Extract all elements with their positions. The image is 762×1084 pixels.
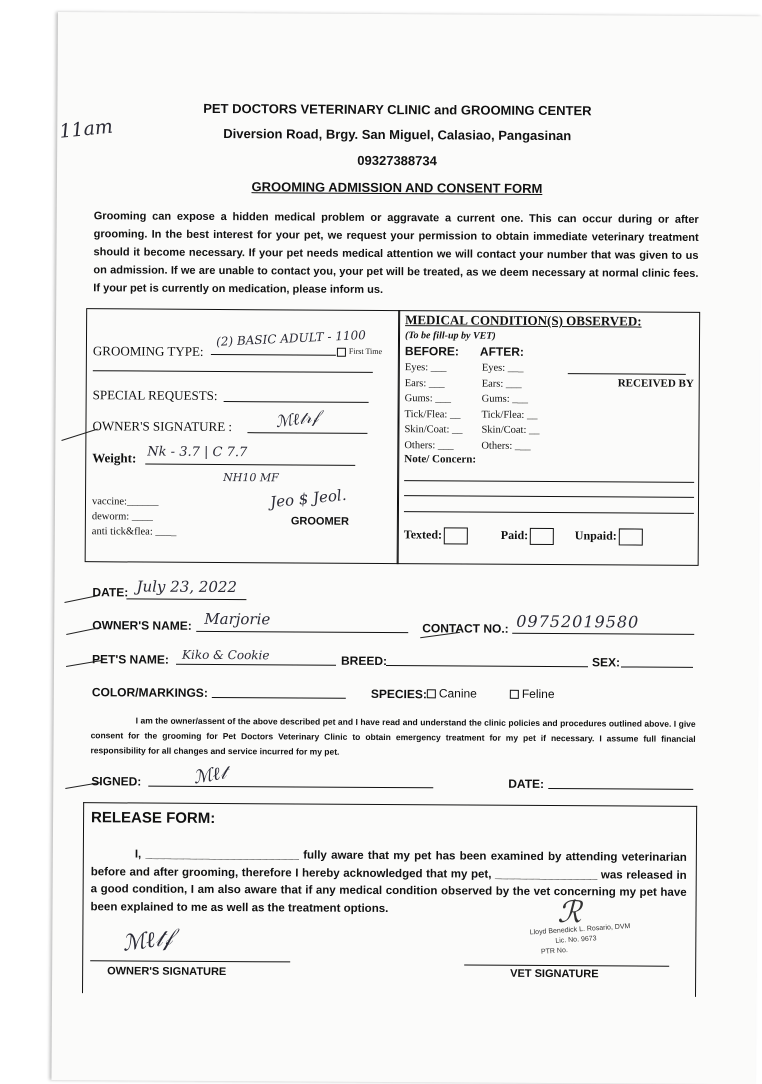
sex-label: SEX:: [591, 655, 621, 670]
before-skin-coat: Skin/Coat: __: [404, 424, 463, 436]
owner-signature-label: OWNER'S SIGNATURE :: [92, 418, 233, 435]
before-eyes: Eyes: ___: [404, 362, 447, 374]
release-form-title: RELEASE FORM:: [91, 809, 216, 827]
paid-label: Paid:: [500, 527, 529, 543]
vet-signature-scribble: ℛ: [557, 895, 582, 931]
grooming-type-value: (2) BASIC ADULT - 1100: [215, 327, 367, 349]
vet-stamp-lic: Lic. No. 9673: [555, 935, 597, 945]
texted-field[interactable]: [404, 527, 468, 544]
release-owner-signature: ℳℓ𝓉𝒻: [120, 925, 174, 957]
received-by-label: RECEIVED BY: [617, 377, 694, 390]
clinic-phone: 09327388734: [357, 152, 437, 169]
special-requests-label: SPECIAL REQUESTS:: [92, 387, 218, 403]
vet-signature-caption: VET SIGNATURE: [510, 967, 599, 981]
vet-stamp-ptr: PTR No.: [540, 947, 569, 956]
groomer-label: GROOMER: [290, 515, 349, 528]
date-value: July 23, 2022: [136, 577, 238, 597]
groomer-name: Jeo $ Jeol.: [269, 485, 348, 512]
signed-signature: ℳℓ𝓉: [191, 762, 228, 789]
after-ears: Ears: ___: [481, 378, 522, 390]
canine-label: Canine: [438, 686, 477, 701]
intro-paragraph: Grooming can expose a hidden medical problem or aggravate a current one. This can occur during or after grooming. In the best interest for your pet, we request your permission to obtain immediate veterinary treatment should it become necessary. If your pet needs medical attention we will contact your number that was given to us on admission. If we are unable to contact you, your pet will be treated, as we deem necessary at normal clinic fees. If your pet is currently on medication, please inform us.: [93, 210, 699, 296]
form-title: GROOMING ADMISSION AND CONSENT FORM: [251, 179, 543, 196]
after-tick-flea: Tick/Flea: __: [481, 409, 538, 421]
signed-date-label: DATE:: [508, 776, 545, 791]
anti-tick-label: anti tick&flea: ____: [91, 526, 177, 538]
form-sheet: [51, 12, 762, 1084]
grooming-type-label: GROOMING TYPE:: [92, 343, 204, 359]
weight-label: Weight:: [92, 450, 137, 466]
note-concern-label: Note/ Concern:: [404, 453, 477, 466]
texted-label: Texted:: [403, 527, 443, 542]
paid-field[interactable]: [501, 528, 554, 545]
contact-label: CONTACT NO.:: [422, 621, 509, 636]
release-paragraph: I, ________________________ fully aware that my pet has been examined by attending veterinarian before and after grooming, therefore I hereby acknowledged that my pet, ________________ was released in a good condition, I am also aware that if any medical condition observed by the vet concerning my pet have been explained to me as well as the treatment options.: [90, 848, 687, 915]
feline-label: Feline: [521, 686, 555, 702]
after-others: Others: ___: [481, 440, 531, 452]
clinic-address: Diversion Road, Brgy. San Miguel, Calasiao, Pangasinan: [223, 126, 572, 144]
before-list: [404, 360, 463, 453]
pet-name-value: Kiko & Cookie: [182, 647, 270, 663]
species-label: SPECIES:: [370, 686, 427, 702]
first-time-label: First Time: [348, 346, 383, 356]
before-others: Others: ___: [404, 439, 454, 451]
before-gums: Gums: ___: [404, 393, 452, 405]
after-gums: Gums: ___: [481, 393, 529, 405]
color-markings-label: COLOR/MARKINGS:: [91, 685, 208, 700]
vet-stamp-name: Lloyd Benedick L. Rosario, DVM: [529, 923, 631, 937]
after-list: [481, 361, 540, 454]
weight-note: NH10 MF: [223, 471, 279, 485]
owner-signature-scribble: ℳℓ𝓉𝓇𝒻: [274, 406, 320, 432]
before-ears: Ears: ___: [404, 377, 445, 389]
after-skin-coat: Skin/Coat: __: [481, 424, 540, 436]
pet-name-label: PET'S NAME:: [92, 652, 169, 667]
first-time-option[interactable]: [336, 347, 382, 357]
before-tick-flea: Tick/Flea: __: [404, 408, 461, 420]
unpaid-label: Unpaid:: [574, 528, 617, 543]
unpaid-checkbox[interactable]: [619, 528, 643, 545]
owner-name-value: Marjorie: [204, 609, 271, 629]
weight-value: Nk - 3.7 | C 7.7: [147, 444, 248, 461]
owner-signature-caption: OWNER'S SIGNATURE: [107, 965, 227, 979]
date-label: DATE:: [92, 585, 129, 600]
medical-condition-title: MEDICAL CONDITION(S) OBSERVED:: [405, 312, 642, 329]
before-label: BEFORE:: [404, 344, 459, 359]
medical-condition-subtitle: (To be fill-up by VET): [404, 330, 496, 342]
canine-checkbox[interactable]: [427, 690, 436, 699]
consent-paragraph: I am the owner/assent of the above described pet and I have read and understand the clinic policies and procedures outlined above. I give consent for the grooming for Pet Doctors Veterinary Clinic to obtain emergency treatment for my pet if necessary. I assume full financial responsibility for all changes and service incurred for my pet.: [90, 715, 696, 757]
breed-label: BREED:: [340, 653, 388, 669]
canine-option[interactable]: [426, 686, 477, 700]
deworm-label: deworm: ____: [91, 511, 153, 523]
feline-checkbox[interactable]: [510, 690, 519, 699]
unpaid-field[interactable]: [575, 528, 643, 545]
texted-checkbox[interactable]: [444, 527, 468, 544]
clinic-name: PET DOCTORS VETERINARY CLINIC and GROOMING CENTER: [203, 100, 592, 119]
after-label: AFTER:: [479, 344, 524, 359]
vaccine-label: vaccine:______: [91, 496, 159, 508]
feline-option[interactable]: [509, 687, 555, 701]
after-eyes: Eyes: ___: [481, 362, 524, 374]
contact-value: 09752019580: [516, 611, 640, 632]
signed-label: SIGNED:: [91, 774, 142, 789]
owner-name-label: OWNER'S NAME:: [92, 618, 192, 633]
first-time-checkbox[interactable]: [337, 347, 346, 356]
handwritten-time: 11am: [58, 115, 114, 143]
paid-checkbox[interactable]: [530, 528, 554, 545]
